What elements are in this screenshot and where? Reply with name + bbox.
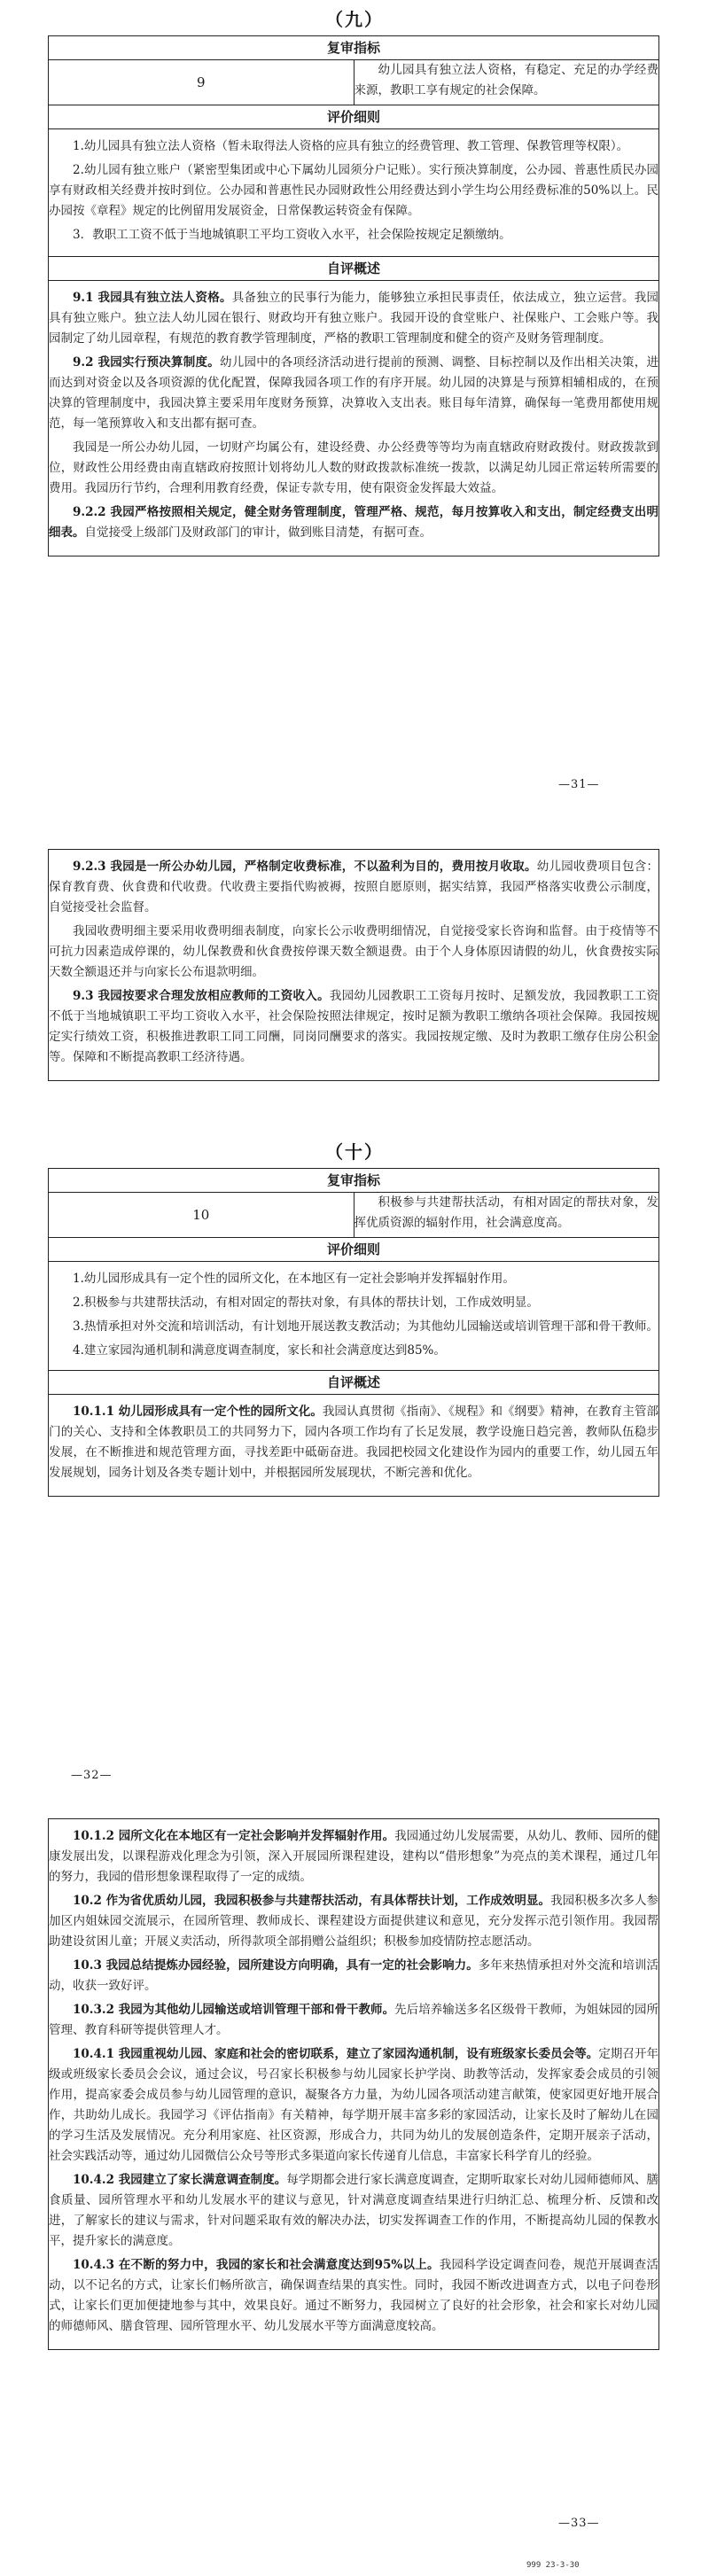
- criteria-header: 评价细则: [49, 1238, 659, 1262]
- summary-paragraph: 9.2.3 我园是一所公办幼儿园，严格制定收费标准，不以盈利为目的，费用按月收取。幼儿园收费项目包含：保育教育费、伙食费和代收费。代收费主要指代购被褥，按照自愿原则，据实结算，我园严格落实收费公示制度，自觉接受社会监督。: [49, 860, 659, 914]
- criteria-item: 2.幼儿园有独立账户（紧密型集团或中心下属幼儿园须分户记账）。实行预决算制度，公办园、普惠性质民办园享有财政相关经费并按时到位。公办园和普惠性民办园财政性公用经费达到小学生均公用经费标准的50%以上。民办园按《章程》规定的比例留用发展资金，日常保教运转资金有保障。: [49, 163, 658, 218]
- summary-paragraph: 9.2.2 我园严格按照相关规定，健全财务管理制度，管理严格、规范，每月按算收入和支出，制定经费支出明细表。自觉接受上级部门及财政部门的审计，做到账目清楚，有据可查。: [49, 505, 658, 540]
- section-9-table: [48, 35, 659, 556]
- criteria-item: 3.热情承担对外交流和培训活动，有计划地开展送教支教活动；为其他幼儿园输送或培训管理干部和骨干教师。: [73, 1319, 658, 1334]
- section-9-continued-table: [48, 849, 659, 1081]
- summary-heading: 9.2.3 我园是一所公办幼儿园，严格制定收费标准，不以盈利为目的，费用按月收取。: [73, 860, 537, 874]
- criteria-item: 2.积极参与共建帮扶活动，有相对固定的帮扶对象，有具体的帮扶计划，工作成效明显。: [73, 1296, 539, 1310]
- summary-header: 自评概述: [49, 257, 659, 281]
- review-indicator-header: 复审指标: [49, 1169, 659, 1193]
- summary-paragraph: 9.1 我园具有独立法人资格。具备独立的民事行为能力，能够独立承担民事责任，依法成立，独立运营。我园具有独立账户。独立法人幼儿园在银行、财政均开有独立账户。我园开设的食堂账户、社保账户、工会账户等。我园制定了幼儿园章程，有规范的教育教学管理制度，严格的教职工管理制度和健全的资产及财务管理制度。: [49, 291, 659, 346]
- indicator-number: 10: [49, 1193, 354, 1238]
- summary-heading: 10.4.2 我园建立了家长满意调查制度。: [73, 2173, 287, 2187]
- summary-heading: 9.3 我园按要求合理发放相应教师的工资收入。: [73, 989, 330, 1003]
- criteria-header: 评价细则: [49, 105, 659, 129]
- page-number-33: —33—: [558, 2517, 600, 2530]
- summary-paragraph: 9.2 我园实行预决算制度。幼儿园中的各项经济活动进行提前的预测、调整、目标控制以及作出相关决策，进而达到对资金以及各项资源的优化配置，保障我园各项工作的有序开展。幼儿园的决算是与预算相辅相成的，在预决算的管理制度中，我园决算主要采用年度财务预算，决算收入支出表。账目每年清算，确保每一笔费用都使用规范，每一笔预算收入和支出都有据可查。: [49, 355, 659, 431]
- summary-heading: 10.3.2 我园为其他幼儿园输送或培训管理干部和骨干教师。: [73, 2003, 395, 2017]
- summary-paragraph: 10.1.1 幼儿园形成具有一定个性的园所文化。我园认真贯彻《指南》、《规程》和《纲要》精神，在教育主管部门的关心、支持和全体教职员工的共同努力下，园内各项工作均有了长足发展，教学设施日趋完善，教师队伍稳步发展，在不断推进和规范管理方面，寻找差距中砥砺奋进。我园把校园文化建设作为园内的重要工作，幼儿园五年发展规划，园务计划及各类专题计划中，并根据园所发展现状，不断完善和优化。: [49, 1405, 658, 1480]
- summary-paragraph: 10.3 我园总结提炼办园经验，园所建设方向明确，具有一定的社会影响力。多年来热情承担对外交流和培训活动，收获一致好评。: [49, 1958, 658, 1993]
- summary-paragraph: 我园收费明细主要采用收费明细表制度，向家长公示收费明细情况，自觉接受家长咨询和监督。由于疫情等不可抗力因素造成停课的，幼儿保教费和伙食费按停课天数全额退费。由于个人身体原因请假的幼儿，伙食费按实际天数全额退还并与向家长公布退款明细。: [49, 924, 658, 979]
- section-title-9: （九）: [325, 9, 384, 30]
- summary-paragraph: 10.1.2 园所文化在本地区有一定社会影响并发挥辐射作用。我园通过幼儿发展需要，从幼儿、教师、园所的健康发展出发，以课程游戏化理念为引领，深入开展园所课程建设，建构以“借形想象”为亮点的美术课程，通过几年的努力，我园的借形想象课程取得了一定的成绩。: [49, 1829, 658, 1884]
- summary-heading: 10.2 作为省优质幼儿园，我园积极参与共建帮扶活动，有具体帮扶计划，工作成效明显。: [73, 1894, 551, 1908]
- summary-paragraph: 10.4.1 我园重视幼儿园、家庭和社会的密切联系，建立了家园沟通机制，设有班级家长委员会等。定期召开年级或班级家长委员会会议，通过会议，号召家长积极参与幼儿园家长护学岗、助教等活动，发挥家委会成员的引领作用，提高家委会成员参与幼儿园管理的意识，凝聚各方力量，为幼儿园各项活动建言献策，使家园更好地开展合作，共助幼儿成长。我园学习《评估指南》有关精神，每学期开展丰富多彩的家园活动，让家长及时了解幼儿在园的学习生活及发展情况。充分利用家庭、社区资源，形成合力，共同为幼儿的发展创造条件，定期开展亲子活动，社会实践活动等，通过幼儿园微信公众号等形式多渠道向家长传递育儿信息，丰富家长科学育儿的经验。: [49, 2047, 659, 2163]
- summary-heading: 10.1.2 园所文化在本地区有一定社会影响并发挥辐射作用。: [73, 1829, 395, 1843]
- page-number-31: —31—: [558, 778, 600, 791]
- criteria-item: 1.幼儿园具有独立法人资格（暂未取得法人资格的应具有独立的经费管理、教工管理、保教管理等权限）。: [73, 139, 629, 153]
- footer-stamp: 999 23-3-30: [526, 2561, 580, 2570]
- criteria-item: 1.幼儿园形成具有一定个性的园所文化，在本地区有一定社会影响并发挥辐射作用。: [73, 1272, 515, 1286]
- summary-heading: 10.4.1 我园重视幼儿园、家庭和社会的密切联系，建立了家园沟通机制，设有班级家长委员会等。: [73, 2047, 599, 2061]
- section-10-continued-table: [48, 1818, 659, 2350]
- page-number-32: —32—: [71, 1769, 113, 1782]
- summary-paragraph: 10.2 作为省优质幼儿园，我园积极参与共建帮扶活动，有具体帮扶计划，工作成效明显。我园积极多次多人参加区内姐妹园交流展示，在园所管理、教师成长、课程建设方面提供建议和意见，充分发挥示范引领作用。我园帮助建设贫困儿童；开展义卖活动，所得款项全部捐赠公益组织；积极参加疫情防控志愿活动。: [49, 1894, 658, 1949]
- section-title-10: （十）: [325, 1141, 384, 1163]
- section-10-table: [48, 1168, 659, 1497]
- criteria-item: 4.建立家园沟通机制和满意度调查制度，家长和社会满意度达到85%。: [73, 1343, 446, 1358]
- indicator-number: 9: [49, 60, 354, 105]
- summary-heading: 9.1 我园具有独立法人资格。: [73, 291, 232, 305]
- summary-paragraph: 10.3.2 我园为其他幼儿园输送或培训管理干部和骨干教师。先后培养输送多名区级骨干教师，为姐妹园的园所管理、教育科研等提供管理人才。: [49, 2003, 658, 2037]
- summary-heading: 9.2.2 我园严格按照相关规定，健全财务管理制度，管理严格、规范，每月按算收入和支出，制定经费支出明细表。: [49, 505, 658, 540]
- summary-paragraph: 10.4.2 我园建立了家长满意调查制度。每学期都会进行家长满意度调查，定期听取家长对幼儿园师德师风、膳食质量、园所管理水平和幼儿发展水平的建议与意见，针对满意度调查结果进行归纳汇总、梳理分析、反馈和改进，了解家长的建议与需求，针对问题采取有效的解决办法，切实发挥调查工作的作用，不断提高幼儿园的保教水平，提升家长的满意度。: [49, 2173, 658, 2248]
- summary-heading: 10.1.1 幼儿园形成具有一定个性的园所文化。: [73, 1405, 323, 1419]
- summary-header: 自评概述: [49, 1371, 659, 1395]
- summary-heading: 9.2 我园实行预决算制度。: [73, 355, 221, 370]
- criteria-item: 3．教职工工资不低于当地城镇职工平均工资收入水平，社会保险按规定足额缴纳。: [73, 228, 511, 242]
- summary-heading: 10.3 我园总结提炼办园经验，园所建设方向明确，具有一定的社会影响力。: [73, 1958, 479, 1973]
- indicator-text: 积极参与共建帮扶活动，有相对固定的帮扶对象，发挥优质资源的辐射作用，社会满意度高。: [354, 1195, 658, 1230]
- summary-heading: 10.4.3 在不断的努力中，我园的家长和社会满意度达到95%以上。: [73, 2258, 440, 2272]
- summary-paragraph: 我园是一所公办幼儿园，一切财产均属公有，建设经费、办公经费等等均为南直辖政府财政拨付。财政拨款到位，财政性公用经费由南直辖政府按照计划将幼儿人数的财政拨款标准统一拨款，以满足幼儿园正常运转所需要的费用。我园历行节约，合理利用教育经费，保证专款专用，使有限资金发挥最大效益。: [49, 440, 658, 495]
- summary-paragraph: 10.4.3 在不断的努力中，我园的家长和社会满意度达到95%以上。我园科学设定调查问卷，规范开展调查活动，以不记名的方式，让家长们畅所欲言，确保调查结果的真实性。同时，我园不断改进调查方式，以电子问卷形式，让家长们更加便捷地参与其中，效果良好。通过不断努力，我园树立了良好的社会形象，社会和家长对幼儿园的师德师风、膳食管理、园所管理水平、幼儿发展水平等方面满意度较高。: [49, 2258, 658, 2333]
- indicator-text: 幼儿园具有独立法人资格，有稳定、充足的办学经费来源，教职工享有规定的社会保障。: [354, 63, 658, 97]
- summary-paragraph: 9.3 我园按要求合理发放相应教师的工资收入。我园幼儿园教职工工资每月按时、足额发放，我园教职工工资不低于当地城镇职工平均工资收入水平，社会保险按照法律规定，按时足额为教职工缴纳各项社会保障。我园按规定实行绩效工资，积极推进教职工同工同酬，同岗同酬要求的落实。我园按规定缴、及时为教职工缴存住房公积金等。保障和不断提高教职工经济待遇。: [49, 989, 659, 1064]
- review-indicator-header: 复审指标: [49, 36, 659, 60]
